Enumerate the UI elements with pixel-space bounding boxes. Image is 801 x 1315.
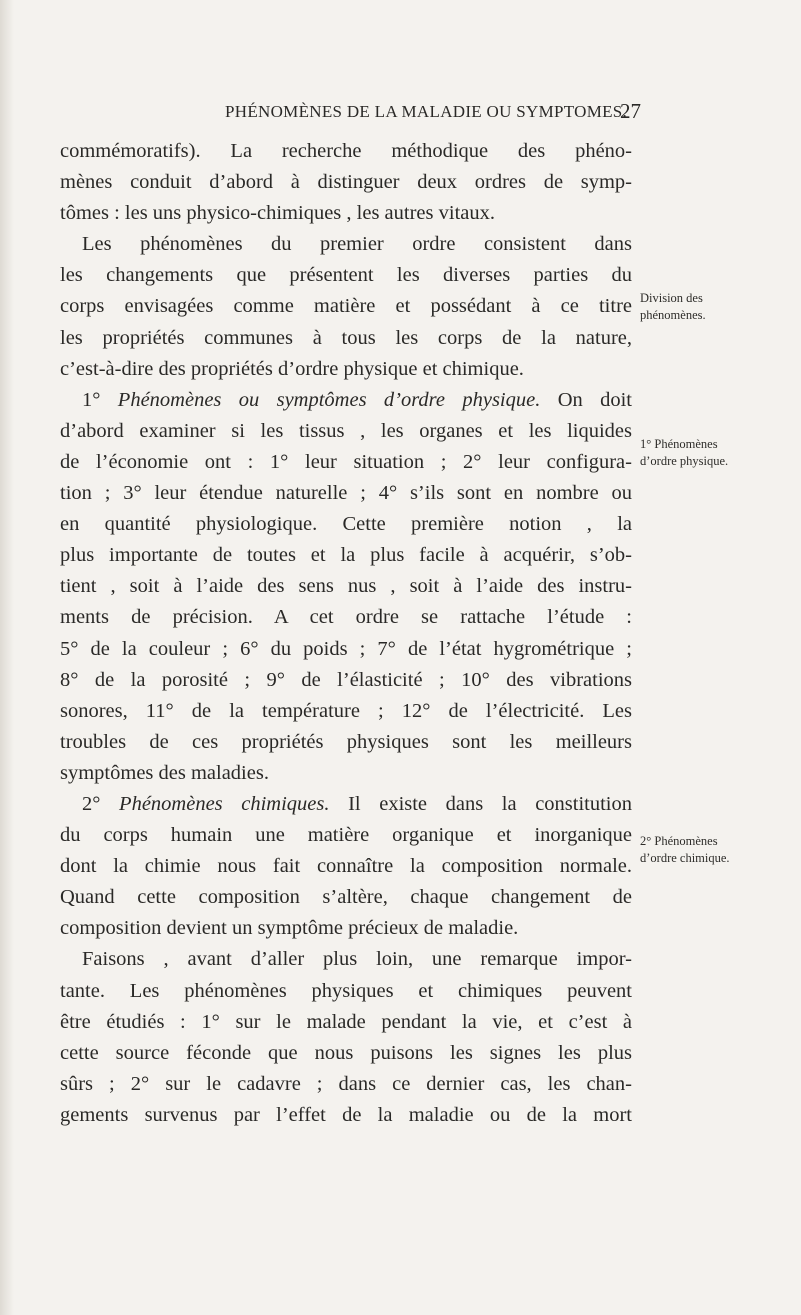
text-run: Il existe dans la constitution: [329, 792, 632, 815]
text-line: c’est-à-dire des propriétés d’ordre physique et chimique.: [60, 357, 524, 380]
text-line: tante. Les phénomènes physiques et chimiques peuvent: [60, 979, 632, 1002]
text-line: troubles de ces propriétés physiques sont les meilleurs: [60, 730, 632, 753]
text-line: sûrs ; 2° sur le cadavre ; dans ce dernier cas, les chan-: [60, 1072, 632, 1095]
section-heading-physical: Phénomènes ou symptômes d’ordre physique.: [117, 388, 541, 411]
text-line: dont la chimie nous fait connaître la composition normale.: [60, 855, 632, 878]
text-line: être étudiés : 1° sur le malade pendant la vie, et c’est à: [60, 1010, 632, 1033]
text-line: corps envisagées comme matière et possédant à ce titre: [60, 295, 632, 318]
margin-note-division: [640, 290, 706, 324]
page-number: 27: [620, 99, 641, 123]
text-line: commémoratifs). La recherche méthodique des phéno-: [60, 140, 632, 162]
text-line: Faisons , avant d’aller plus loin, une remarque impor-: [82, 948, 632, 971]
margin-note-line: d’ordre chimique.: [640, 851, 730, 865]
text-line: mènes conduit d’abord à distinguer deux ordres de symp-: [60, 171, 632, 194]
text-line: les propriétés communes à tous les corps de la nature,: [60, 326, 632, 349]
section-heading-chemical: Phénomènes chimiques.: [119, 792, 330, 815]
text-line: tion ; 3° leur étendue naturelle ; 4° s’ils sont en nombre ou: [60, 482, 632, 505]
text-line: plus importante de toutes et la plus facile à acquérir, s’ob-: [60, 544, 632, 567]
text-line: [60, 385, 632, 416]
margin-note-line: d’ordre physique.: [640, 454, 729, 468]
text-line: symptômes des maladies.: [60, 761, 269, 784]
text-line: d’abord examiner si les tissus , les organes et les liquides: [60, 419, 632, 442]
item-number: 1°: [82, 388, 118, 411]
margin-note-line: 1° Phénomènes: [640, 437, 718, 451]
item-number: 2°: [82, 792, 120, 815]
margin-note-line: 2° Phénomènes: [640, 834, 718, 848]
text-line: Quand cette composition s’altère, chaque changement de: [60, 886, 632, 909]
text-line: cette source féconde que nous puisons les signes les plus: [60, 1041, 632, 1064]
margin-note-line: Division des: [640, 291, 703, 305]
text-line: gements survenus par l’effet de la maladie ou de la mort: [60, 1103, 632, 1126]
text-line: [60, 789, 632, 820]
margin-note-line: phénomènes.: [640, 308, 706, 322]
page-edge-shadow: [0, 0, 14, 1315]
text-line: 8° de la porosité ; 9° de l’élasticité ; 10° des vibrations: [60, 668, 632, 691]
running-header: PHÉNOMÈNES DE LA MALADIE OU SYMPTOMES.: [225, 102, 628, 121]
text-line: composition devient un symptôme précieux de maladie.: [60, 917, 519, 940]
body-text: [60, 136, 632, 1131]
text-line: tômes : les uns physico-chimiques , les autres vitaux.: [60, 202, 495, 225]
text-line: Les phénomènes du premier ordre consistent dans: [82, 233, 632, 256]
text-line: du corps humain une matière organique et inorganique: [60, 824, 632, 847]
text-line: ments de précision. A cet ordre se rattache l’étude :: [60, 606, 632, 629]
text-line: tient , soit à l’aide des sens nus , soit à l’aide des instru-: [60, 575, 632, 598]
margin-note-chemical: [640, 833, 730, 867]
text-line: 5° de la couleur ; 6° du poids ; 7° de l’état hygrométrique ;: [60, 637, 632, 660]
text-line: sonores, 11° de la température ; 12° de l’électricité. Les: [60, 699, 632, 722]
margin-note-physical: [640, 436, 728, 470]
text-line: les changements que présentent les diverses parties du: [60, 264, 632, 287]
text-line: de l’économie ont : 1° leur situation ; 2° leur configura-: [60, 450, 632, 473]
text-line: en quantité physiologique. Cette première notion , la: [60, 513, 632, 536]
text-run: On doit: [540, 388, 632, 411]
